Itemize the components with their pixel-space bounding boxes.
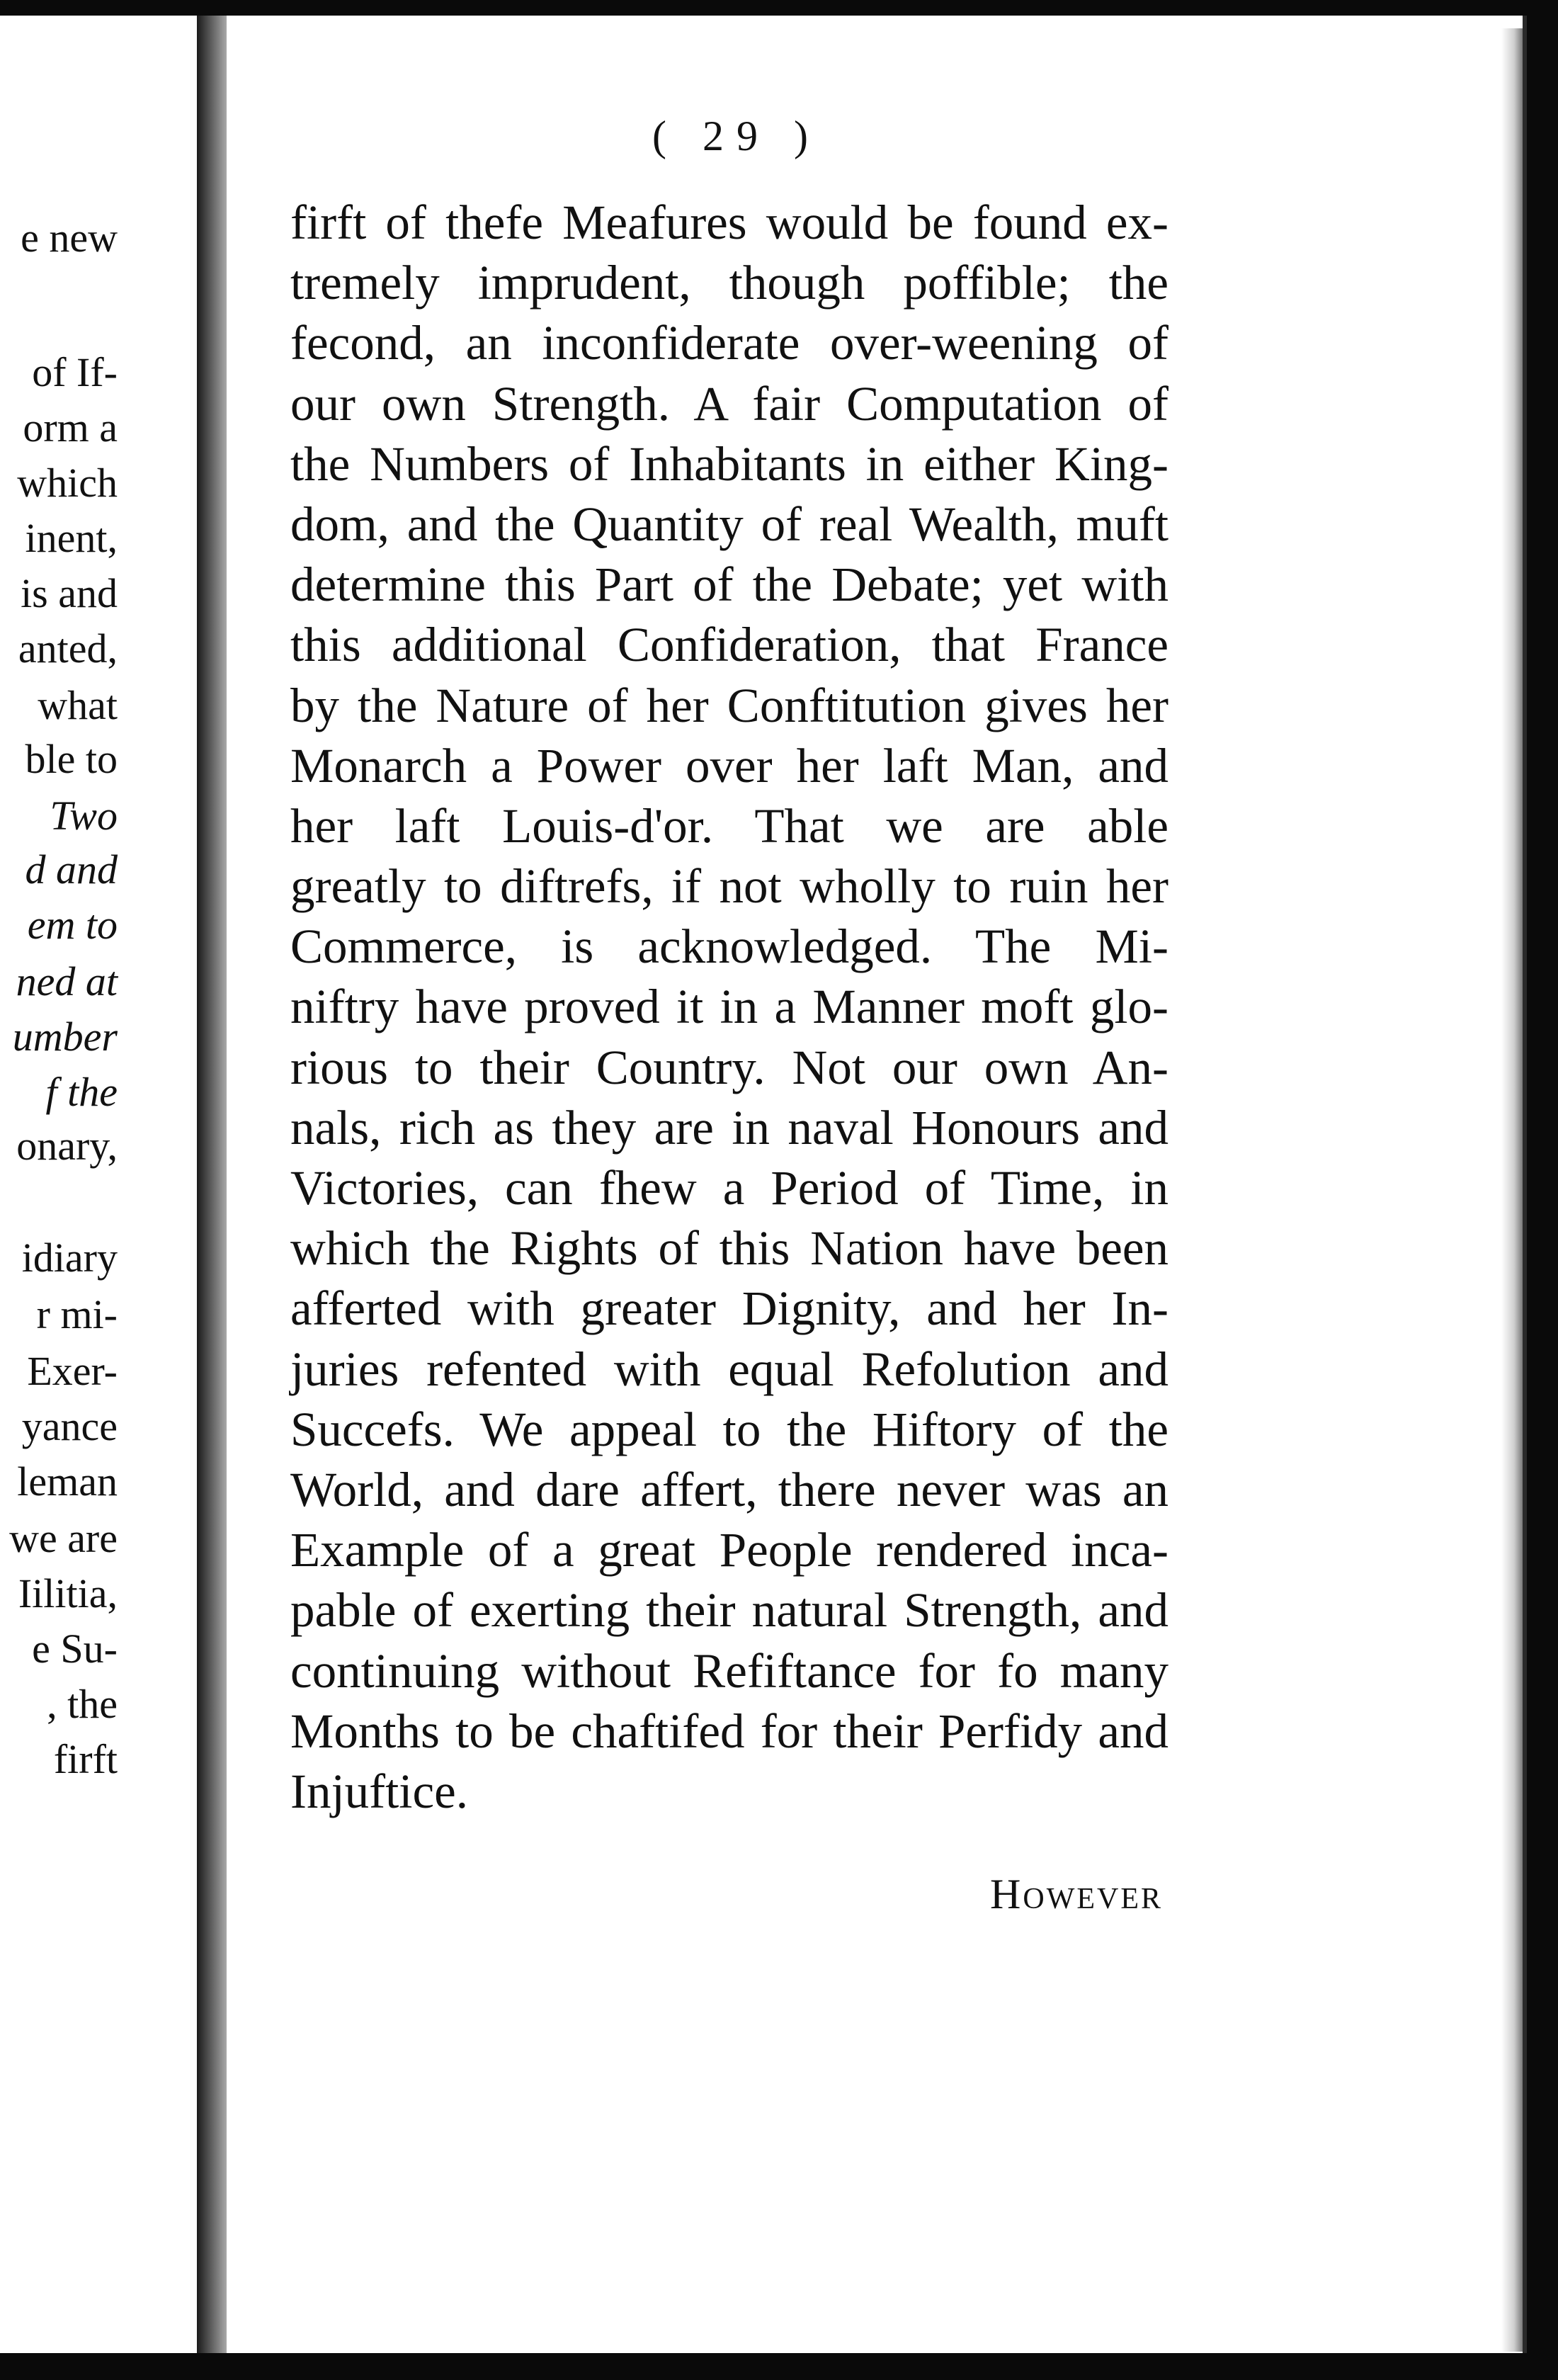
facing-page-line: we are <box>9 1515 118 1561</box>
facing-page-line: em to <box>27 902 118 948</box>
page-number: ( 29 ) <box>652 113 821 159</box>
body-line: determine this Part of the Debate; yet with <box>290 557 1168 612</box>
body-line: Months to be chaftifed for their Perfidy and <box>290 1704 1168 1758</box>
facing-page-line: r mi- <box>36 1291 118 1337</box>
facing-page-line: ned at <box>16 958 118 1004</box>
body-line: the Numbers of Inhabitants in either King- <box>290 436 1168 491</box>
facing-page-line: Exer- <box>27 1348 118 1394</box>
body-line: Example of a great People rendered inca- <box>290 1523 1168 1577</box>
body-line: tremely imprudent, though poffible; the <box>290 256 1168 310</box>
facing-page-line: of If- <box>32 349 118 395</box>
body-line: Monarch a Power over her laft Man, and <box>290 738 1168 793</box>
body-line: her laft Louis-d'or. That we are able <box>290 798 1168 853</box>
facing-page-line: idiary <box>21 1235 118 1281</box>
body-line: Succefs. We appeal to the Hiftory of the <box>290 1402 1168 1456</box>
facing-page-line: ble to <box>25 736 118 782</box>
facing-page-line: what <box>38 682 118 728</box>
facing-page-line: anted, <box>18 625 118 672</box>
facing-page-line: leman <box>17 1458 118 1504</box>
body-text <box>290 193 1168 1822</box>
facing-page-line: is and <box>21 570 118 616</box>
catchword: However <box>990 1871 1163 1917</box>
body-line: niftry have proved it in a Manner moft glo- <box>290 980 1168 1034</box>
body-line: rious to their Country. Not our own An- <box>290 1040 1168 1094</box>
facing-page-line: orm a <box>23 404 118 450</box>
facing-page-line: yance <box>21 1403 118 1449</box>
body-line: Commerce, is acknowledged. The Mi- <box>290 919 1168 974</box>
facing-page-line: e new <box>21 215 118 261</box>
page-edge-shadow <box>1501 28 1523 2352</box>
facing-page-line: inent, <box>25 515 118 561</box>
body-line: this additional Confideration, that France <box>290 618 1168 672</box>
body-line: firft of thefe Meafures would be found ex- <box>290 196 1168 249</box>
facing-page-line: onary, <box>16 1123 118 1169</box>
facing-page-line: Iilitia, <box>18 1570 118 1616</box>
body-line: World, and dare affert, there never was an <box>290 1462 1168 1517</box>
body-line: continuing without Refiftance for fo many <box>290 1643 1168 1698</box>
facing-page-line: firft <box>53 1736 118 1782</box>
facing-page-line: umber <box>12 1014 118 1060</box>
facing-page-line: which <box>17 460 118 506</box>
body-line: pable of exerting their natural Strength, and <box>290 1583 1168 1638</box>
facing-page-line: Two <box>50 793 118 839</box>
body-line: fecond, an inconfiderate over-weening of <box>290 316 1168 370</box>
body-line: juries refented with equal Refolution and <box>290 1342 1168 1396</box>
facing-page-line: f the <box>45 1069 118 1115</box>
body-line: by the Nature of her Conftitution gives her <box>290 678 1168 732</box>
facing-page-line: d and <box>25 846 118 892</box>
facing-page-line: , the <box>47 1681 118 1727</box>
body-line: our own Strength. A fair Computation of <box>290 376 1168 431</box>
body-line: Injuftice. <box>290 1764 468 1818</box>
body-line: which the Rights of this Nation have been <box>290 1221 1168 1276</box>
body-line: greatly to diftrefs, if not wholly to ruin her <box>290 859 1168 914</box>
body-line: nals, rich as they are in naval Honours and <box>290 1100 1168 1155</box>
facing-page-left <box>0 16 197 2353</box>
body-line: dom, and the Quantity of real Wealth, muft <box>290 497 1168 551</box>
body-line: Victories, can fhew a Period of Time, in <box>290 1161 1168 1215</box>
body-line: afferted with greater Dignity, and her In- <box>290 1281 1168 1336</box>
facing-page-line: e Su- <box>32 1626 118 1672</box>
